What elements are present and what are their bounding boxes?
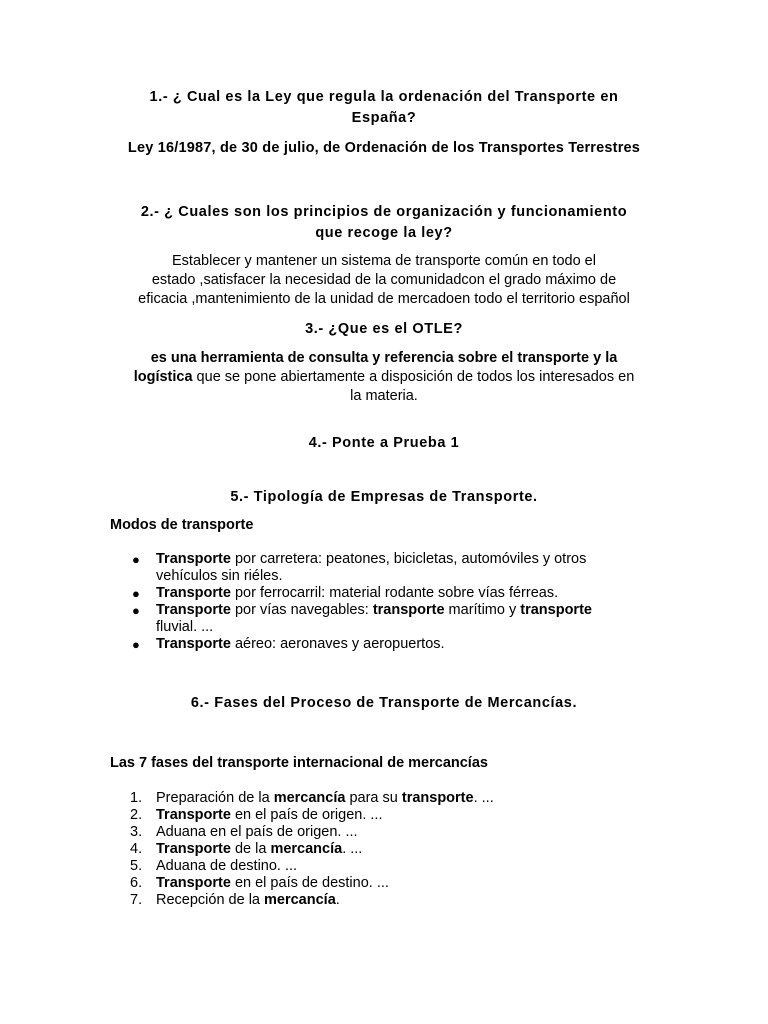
list-item-bold: mercancía: [264, 892, 336, 908]
question-3-answer: [100, 349, 668, 406]
question-1-line-1: 1.- ¿ Cual es la Ley que regula la ordenación del Transporte en: [149, 89, 619, 105]
list-item-bold: transporte: [372, 602, 445, 618]
list-item-text: Preparación de la: [156, 790, 274, 806]
list-item: [130, 807, 696, 824]
list-item-text: . ...: [342, 841, 363, 857]
list-item-bold: transporte: [401, 790, 474, 806]
phases-list: [110, 790, 696, 909]
list-item-text: en el país de origen. ...: [230, 807, 383, 823]
list-item: [132, 551, 696, 585]
question-2-line-1: 2.- ¿ Cuales son los principios de organización y funcionamiento: [140, 204, 628, 220]
transport-modes-list: [110, 551, 696, 653]
list-number: 5.: [130, 858, 143, 874]
question-2-answer-line-3: eficacia ,mantenimiento de la unidad de mercadoen todo el territorio español: [138, 291, 630, 307]
list-item-text: Aduana de destino. ...: [156, 858, 298, 874]
list-item-bold: Transporte: [156, 875, 231, 891]
list-item-bold: mercancía: [270, 841, 343, 857]
list-item-text: en el país de destino. ...: [230, 875, 389, 891]
question-3-answer-bold-word: logística: [133, 369, 193, 385]
list-number: 2.: [130, 807, 143, 823]
question-3-answer-line-2-rest: que se pone abiertamente a disposición de todos los interesados en: [192, 369, 635, 385]
list-item-text: de la: [230, 841, 271, 857]
list-item-bold: Transporte: [156, 551, 231, 567]
list-item-text: aéreo: aeronaves y aeropuertos.: [230, 636, 445, 652]
bullet-icon: ●: [132, 586, 140, 601]
list-item-text: para su: [345, 790, 402, 806]
list-item-continuation: vehículos sin riéles.: [156, 568, 283, 584]
question-2-title: [100, 202, 668, 244]
list-item: [132, 602, 696, 636]
question-3-answer-line-1: es una herramienta de consulta y referencia sobre el transporte y la: [150, 350, 618, 366]
list-item-text: marítimo y: [444, 602, 521, 618]
list-item-bold: transporte: [520, 602, 592, 618]
list-item-text: por vías navegables:: [230, 602, 373, 618]
list-item-text: por ferrocarril: material rodante sobre vías férreas.: [230, 585, 559, 601]
list-number: 3.: [130, 824, 143, 840]
question-1-answer: Ley 16/1987, de 30 de julio, de Ordenación de los Transportes Terrestres: [127, 140, 641, 156]
list-item: [130, 841, 696, 858]
question-1-line-2: España?: [351, 110, 417, 126]
list-item-bold: Transporte: [156, 636, 231, 652]
list-item: [130, 790, 696, 807]
question-5-title: 5.- Tipología de Empresas de Transporte.: [230, 489, 538, 505]
list-item-bold: Transporte: [156, 841, 231, 857]
question-6-title: 6.- Fases del Proceso de Transporte de Mercancías.: [190, 695, 578, 711]
question-2-line-2: que recoge la ley?: [315, 225, 453, 241]
modes-of-transport-label: Modos de transporte: [110, 517, 254, 533]
list-item-text: Recepción de la: [156, 892, 265, 908]
list-item: [130, 875, 696, 892]
list-item: [130, 824, 696, 841]
question-4-title: 4.- Ponte a Prueba 1: [308, 435, 460, 451]
question-2-answer: [100, 252, 668, 309]
list-number: 1.: [130, 790, 143, 806]
list-item-text: .: [335, 892, 340, 908]
question-2-answer-line-2: estado ,satisfacer la necesidad de la comunidadcon el grado máximo de: [151, 272, 617, 288]
question-1-title: [100, 87, 668, 129]
phases-label: Las 7 fases del transporte internacional de mercancías: [110, 755, 488, 771]
list-item: [132, 636, 696, 653]
list-item-bold: Transporte: [156, 807, 231, 823]
question-2-answer-line-1: Establecer y mantener un sistema de transporte común en todo el: [172, 253, 596, 269]
list-item-text: Aduana en el país de origen. ...: [156, 824, 358, 840]
list-item-text: por carretera: peatones, bicicletas, automóviles y otros: [230, 551, 587, 567]
list-item: [130, 858, 696, 875]
bullet-icon: ●: [132, 637, 140, 652]
bullet-icon: ●: [132, 552, 140, 567]
list-number: 6.: [130, 875, 143, 891]
bullet-icon: ●: [132, 603, 140, 618]
list-item-text: . ...: [473, 790, 494, 806]
list-item: [130, 892, 696, 909]
list-number: 4.: [130, 841, 143, 857]
question-3-answer-line-2: [100, 368, 668, 387]
list-number: 7.: [130, 892, 143, 908]
question-3-title: 3.- ¿Que es el OTLE?: [305, 321, 463, 337]
list-item-continuation: fluvial. ...: [156, 619, 214, 635]
list-item-bold: mercancía: [273, 790, 346, 806]
question-3-answer-line-3: la materia.: [350, 388, 418, 404]
list-item: [132, 585, 696, 602]
list-item-bold: Transporte: [156, 602, 231, 618]
list-item-bold: Transporte: [156, 585, 231, 601]
